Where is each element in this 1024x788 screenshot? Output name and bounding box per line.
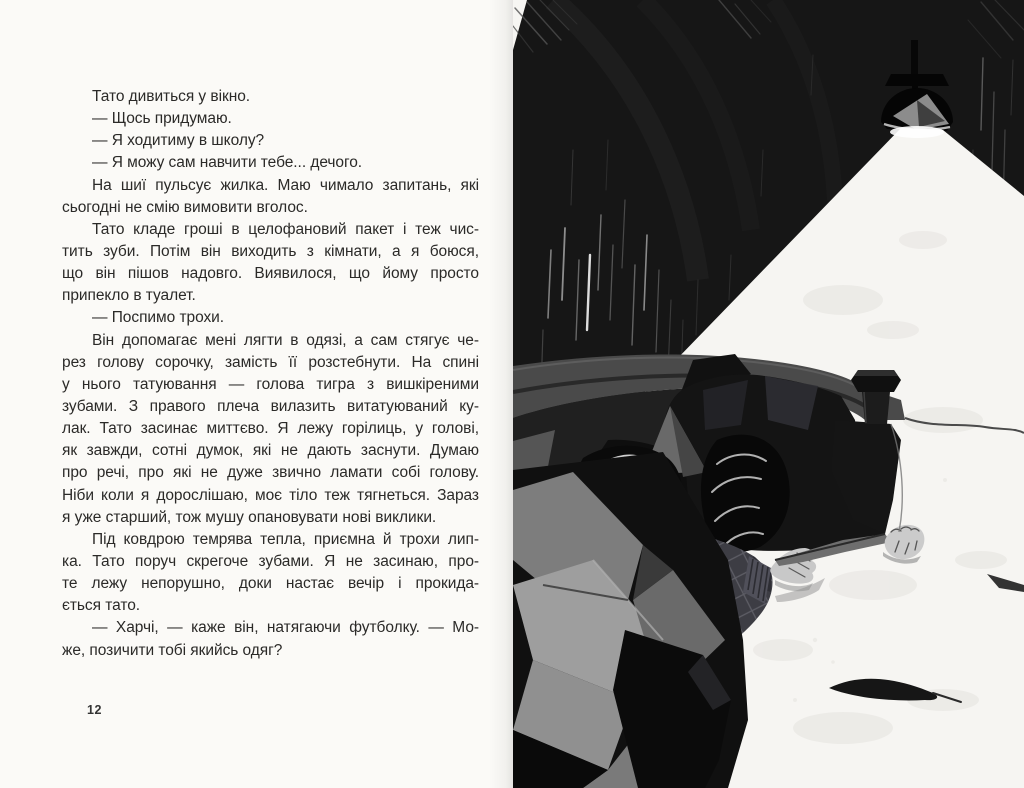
bed-illustration [513, 0, 1024, 788]
text-line: як завжди, сотні думок, які не дають заснути. Думаю [62, 442, 479, 460]
page-gutter [489, 0, 513, 788]
text-line: Ніби коли я дорослішаю, моє тіло теж тягнеться. Зараз [62, 486, 479, 504]
text-line: На шиї пульсує жилка. Маю чимало запитань, які [92, 176, 479, 194]
text-line: сьогодні не смію вимовити вголос. [62, 198, 308, 216]
text-line: — Я ходитиму в школу? [92, 132, 265, 150]
text-line: Тато кладе гроші в целофановий пакет і теж чис- [92, 220, 479, 238]
text-line: я уже старший, тож мушу опановувати нові виклики. [62, 508, 437, 526]
page-number: 12 [87, 703, 102, 717]
text-line: — Я можу сам навчити тебе... дечого. [92, 154, 363, 172]
text-line: ється тато. [62, 597, 141, 615]
text-line: же, позичити тобі якийсь одяг? [62, 641, 283, 659]
page-text [62, 86, 479, 662]
text-line: — Харчі, — каже він, натягаючи футболку. — Мо- [92, 619, 479, 637]
text-line: у нього татуювання — голова тигра з вишкіреними [62, 375, 479, 393]
text-line: лак. Тато засинає миттєво. Я лежу горілиць, у голові, [62, 420, 479, 438]
text-line: тить зуби. Потім він виходить з кімнати, а я боюся, [62, 242, 479, 260]
text-line: ка. Тато поруч скрегоче зубами. Я не засинаю, про- [62, 552, 479, 570]
text-line: — Поспимо трохи. [92, 309, 225, 327]
text-line: Тато дивиться у вікно. [92, 88, 251, 105]
text-line: що він пішов надовго. Виявилося, що йому просто [62, 265, 479, 283]
text-line: припекло в туалет. [62, 287, 196, 305]
text-line: — Щось придумаю. [92, 110, 232, 128]
text-line: про речі, про які не дуже звично ламати собі голову. [62, 464, 479, 482]
text-line: Під ковдрою темрява тепла, приємна й трохи лип- [92, 530, 479, 548]
text-line: те лежу непорушно, доки настає вечір і прокида- [62, 575, 479, 593]
text-line: рез голову сорочку, замість її розстебнути. На спині [62, 353, 479, 371]
text-line: зубами. З правого плеча вилазить витатуюваний ку- [62, 397, 479, 415]
illustration-page [513, 0, 1024, 788]
text-line: Він допомагає мені лягти в одязі, а сам стягує че- [92, 331, 479, 349]
